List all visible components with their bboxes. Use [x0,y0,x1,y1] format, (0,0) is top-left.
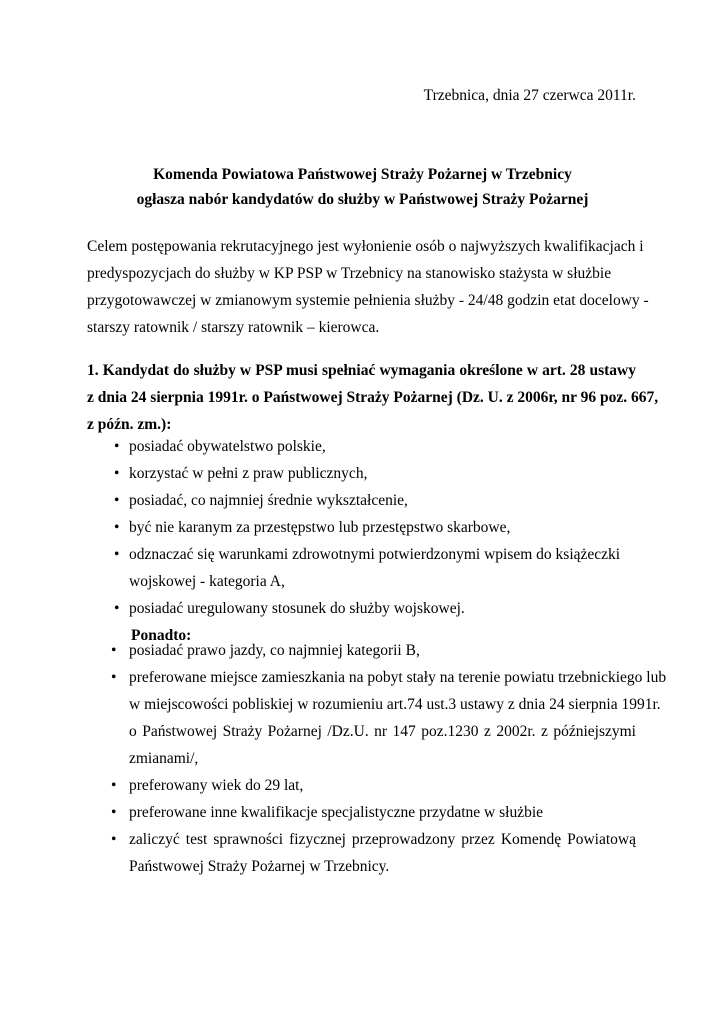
list-item-text: posiadać uregulowany stosunek do służby wojskowej. [129,600,465,617]
bullet-icon: • [111,831,117,848]
intro-line: Celem postępowania rekrutacyjnego jest wyłonienie osób o najwyższych kwalifikacjach i [87,238,644,255]
additional-requirements-list [87,637,667,880]
list-item [87,460,636,487]
bullet-icon: • [114,600,120,617]
requirements-list [87,433,636,649]
list-item-text: korzystać w pełni z praw publicznych, [129,465,368,482]
list-item [87,541,636,595]
list-item-text: posiadać, co najmniej średnie wykształcenie, [129,492,408,509]
bullet-icon: • [111,804,117,821]
section-1-heading-line: 1. Kandydat do służby w PSP musi spełniać wymagania określone w art. 28 ustawy [87,362,636,379]
list-item-text: o Państwowej Straży Pożarnej /Dz.U. nr 147 poz.1230 z 2002r. z późniejszymi [129,723,636,740]
intro-line: przygotowawczej w zmianowym systemie pełnienia służby - 24/48 godzin etat docelowy - [87,292,649,309]
list-item-text: posiadać obywatelstwo polskie, [129,438,326,455]
list-item [87,772,636,799]
list-item-text: preferowany wiek do 29 lat, [129,777,304,794]
section-1-heading-line: z późn. zm.): [87,416,172,433]
list-item [87,487,636,514]
list-item-text: Państwowej Straży Pożarnej w Trzebnicy. [129,858,390,875]
list-item [87,826,636,880]
list-item [87,664,667,772]
list-item-text: preferowane inne kwalifikacje specjalistyczne przydatne w służbie [129,804,544,821]
bullet-icon: • [111,669,117,686]
section-1-heading [87,357,659,438]
list-item-text: zaliczyć test sprawności fizycznej przeprowadzony przez Komendę Powiatową [129,831,636,848]
bullet-icon: • [114,492,120,509]
intro-line: starszy ratownik / starszy ratownik – kierowca. [87,319,380,336]
list-item [87,595,636,622]
ponadto-label: Ponadto: [131,627,192,644]
list-item-text: w miejscowości pobliskiej w rozumieniu art.74 ust.3 ustawy z dnia 24 sierpnia 1991r. [129,696,661,713]
list-item [87,514,636,541]
intro-line: predyspozycjach do służby w KP PSP w Trzebnicy na stanowisko stażysta w służbie [87,265,612,282]
bullet-icon: • [111,642,117,659]
heading-line-2: ogłasza nabór kandydatów do służby w Państwowej Straży Pożarnej [136,191,589,208]
bullet-icon: • [111,777,117,794]
section-1-heading-line: z dnia 24 sierpnia 1991r. o Państwowej Straży Pożarnej (Dz. U. z 2006r, nr 96 poz. 667, [87,389,659,406]
list-item-text: być nie karanym za przestępstwo lub przestępstwo skarbowe, [129,519,511,536]
list-item-text: wojskowej - kategoria A, [129,573,285,590]
heading-line-1: Komenda Powiatowa Państwowej Straży Pożarnej w Trzebnicy [153,166,572,183]
list-item-text: posiadać prawo jazdy, co najmniej kategorii B, [129,642,420,659]
announcement-heading [0,162,725,212]
bullet-icon: • [114,519,120,536]
list-item-text: preferowane miejsce zamieszkania na pobyt stały na terenie powiatu trzebnickiego lub [129,669,667,686]
list-item [87,433,636,460]
list-item [87,799,636,826]
bullet-icon: • [114,465,120,482]
intro-paragraph [87,233,647,341]
list-item-text: zmianami/, [129,750,199,767]
list-item [87,637,636,664]
bullet-icon: • [114,438,120,455]
list-item-text: odznaczać się warunkami zdrowotnymi potwierdzonymi wpisem do książeczki [129,546,621,563]
date-line: Trzebnica, dnia 27 czerwca 2011r. [423,87,636,104]
bullet-icon: • [114,546,120,563]
